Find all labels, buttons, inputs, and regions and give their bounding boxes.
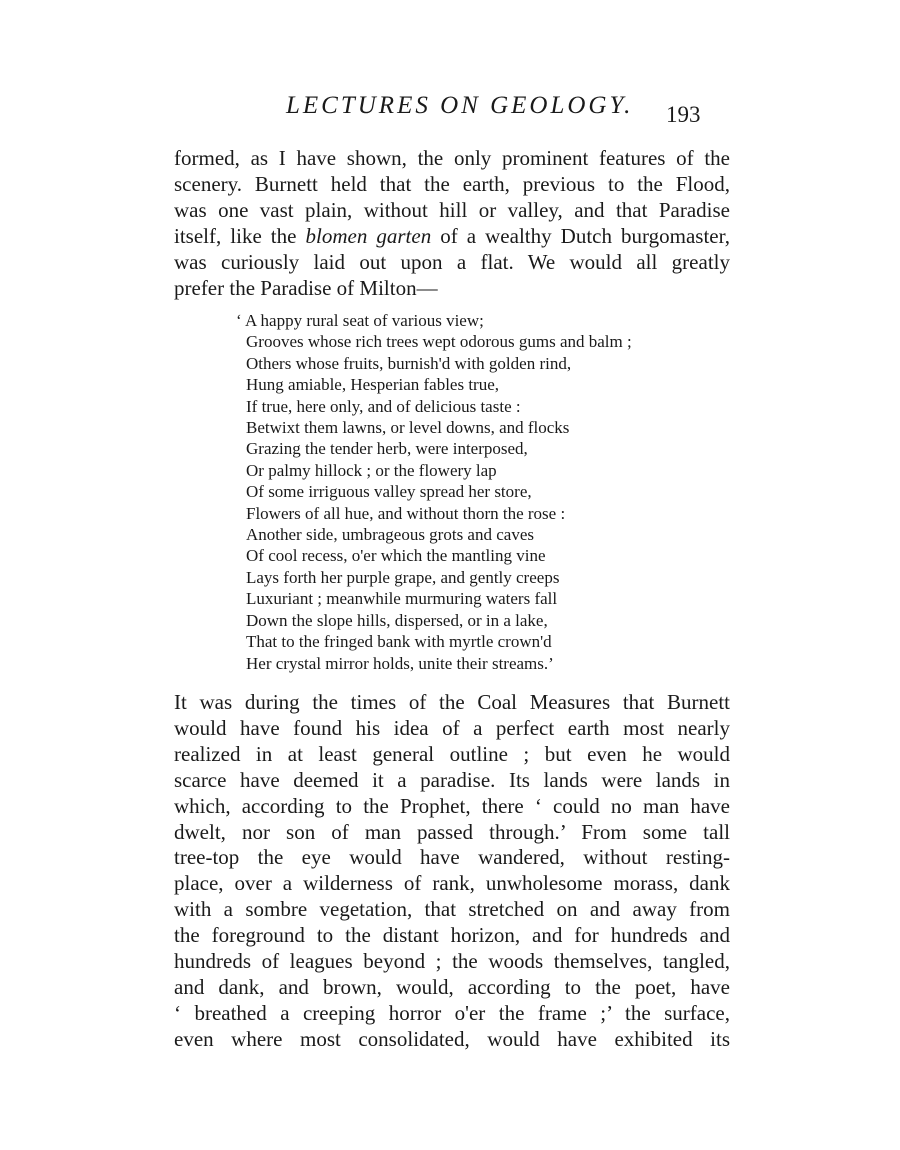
text-line: prefer the Paradise of Milton— bbox=[174, 275, 438, 300]
paragraph-bottom bbox=[174, 690, 730, 1053]
text-line: tree-top the eye would have wandered, without resting- bbox=[174, 845, 730, 870]
text-line: scenery. Burnett held that the earth, previous to the Flood, bbox=[174, 171, 730, 196]
text-line: formed, as I have shown, the only prominent features of the bbox=[174, 146, 730, 170]
running-title: LECTURES ON GEOLOGY. bbox=[286, 92, 634, 119]
verse-quotation bbox=[236, 310, 696, 674]
verse-line: Luxuriant ; meanwhile murmuring waters fall bbox=[246, 589, 558, 609]
verse-line: That to the fringed bank with myrtle crown'd bbox=[246, 632, 552, 652]
text-line: would have found his idea of a perfect earth most nearly bbox=[174, 715, 730, 740]
page-number: 193 bbox=[666, 102, 701, 127]
text-line: dwelt, nor son of man passed through.’ From some tall bbox=[174, 819, 730, 844]
text-line: scarce have deemed it a paradise. Its lands were lands in bbox=[174, 767, 730, 792]
text-line: and dank, and brown, would, according to the poet, have bbox=[174, 974, 730, 999]
verse-line: Grooves whose rich trees wept odorous gums and balm ; bbox=[246, 332, 632, 352]
text-line: the foreground to the distant horizon, and for hundreds and bbox=[174, 923, 730, 948]
verse-line: Hung amiable, Hesperian fables true, bbox=[246, 375, 500, 395]
text-line: hundreds of leagues beyond ; the woods themselves, tangled, bbox=[174, 949, 730, 974]
text-line bbox=[174, 224, 730, 250]
verse-line: Betwixt them lawns, or level downs, and flocks bbox=[246, 418, 570, 438]
text-line: which, according to the Prophet, there ‘ could no man have bbox=[174, 793, 730, 818]
text-line: was curiously laid out upon a flat. We would all greatly bbox=[174, 249, 730, 274]
verse-line: Of some irriguous valley spread her store, bbox=[246, 482, 532, 502]
verse-line: Down the slope hills, dispersed, or in a lake, bbox=[246, 610, 548, 630]
text-line: was one vast plain, without hill or valley, and that Paradise bbox=[174, 197, 730, 222]
verse-line: ‘ A happy rural seat of various view; bbox=[236, 311, 484, 330]
text-line: realized in at least general outline ; but even he would bbox=[174, 741, 730, 766]
text-fragment: of a wealthy Dutch burgomaster, bbox=[440, 223, 731, 248]
running-head bbox=[0, 92, 900, 132]
text-line: even where most consolidated, would have exhibited its bbox=[174, 1026, 730, 1051]
text-fragment: itself, like the bbox=[174, 223, 297, 248]
italic-phrase: blomen garten bbox=[305, 223, 432, 248]
verse-line: Lays forth her purple grape, and gently creeps bbox=[246, 567, 560, 587]
verse-line: Another side, umbrageous grots and caves bbox=[246, 525, 534, 545]
verse-line: If true, here only, and of delicious taste : bbox=[246, 396, 521, 416]
paragraph-top bbox=[174, 146, 730, 301]
text-line: place, over a wilderness of rank, unwholesome morass, dank bbox=[174, 871, 730, 896]
text-line: It was during the times of the Coal Measures that Burnett bbox=[174, 690, 730, 714]
text-line: ‘ breathed a creeping horror o'er the frame ;’ the surface, bbox=[174, 1000, 730, 1025]
verse-line: Or palmy hillock ; or the flowery lap bbox=[246, 460, 497, 480]
text-line: with a sombre vegetation, that stretched on and away from bbox=[174, 897, 730, 922]
verse-line: Of cool recess, o'er which the mantling vine bbox=[246, 546, 546, 566]
verse-line: Her crystal mirror holds, unite their streams.’ bbox=[246, 653, 554, 673]
verse-line: Flowers of all hue, and without thorn the rose : bbox=[246, 503, 566, 523]
verse-line: Others whose fruits, burnish'd with golden rind, bbox=[246, 353, 572, 373]
verse-line: Grazing the tender herb, were interposed, bbox=[246, 439, 528, 459]
